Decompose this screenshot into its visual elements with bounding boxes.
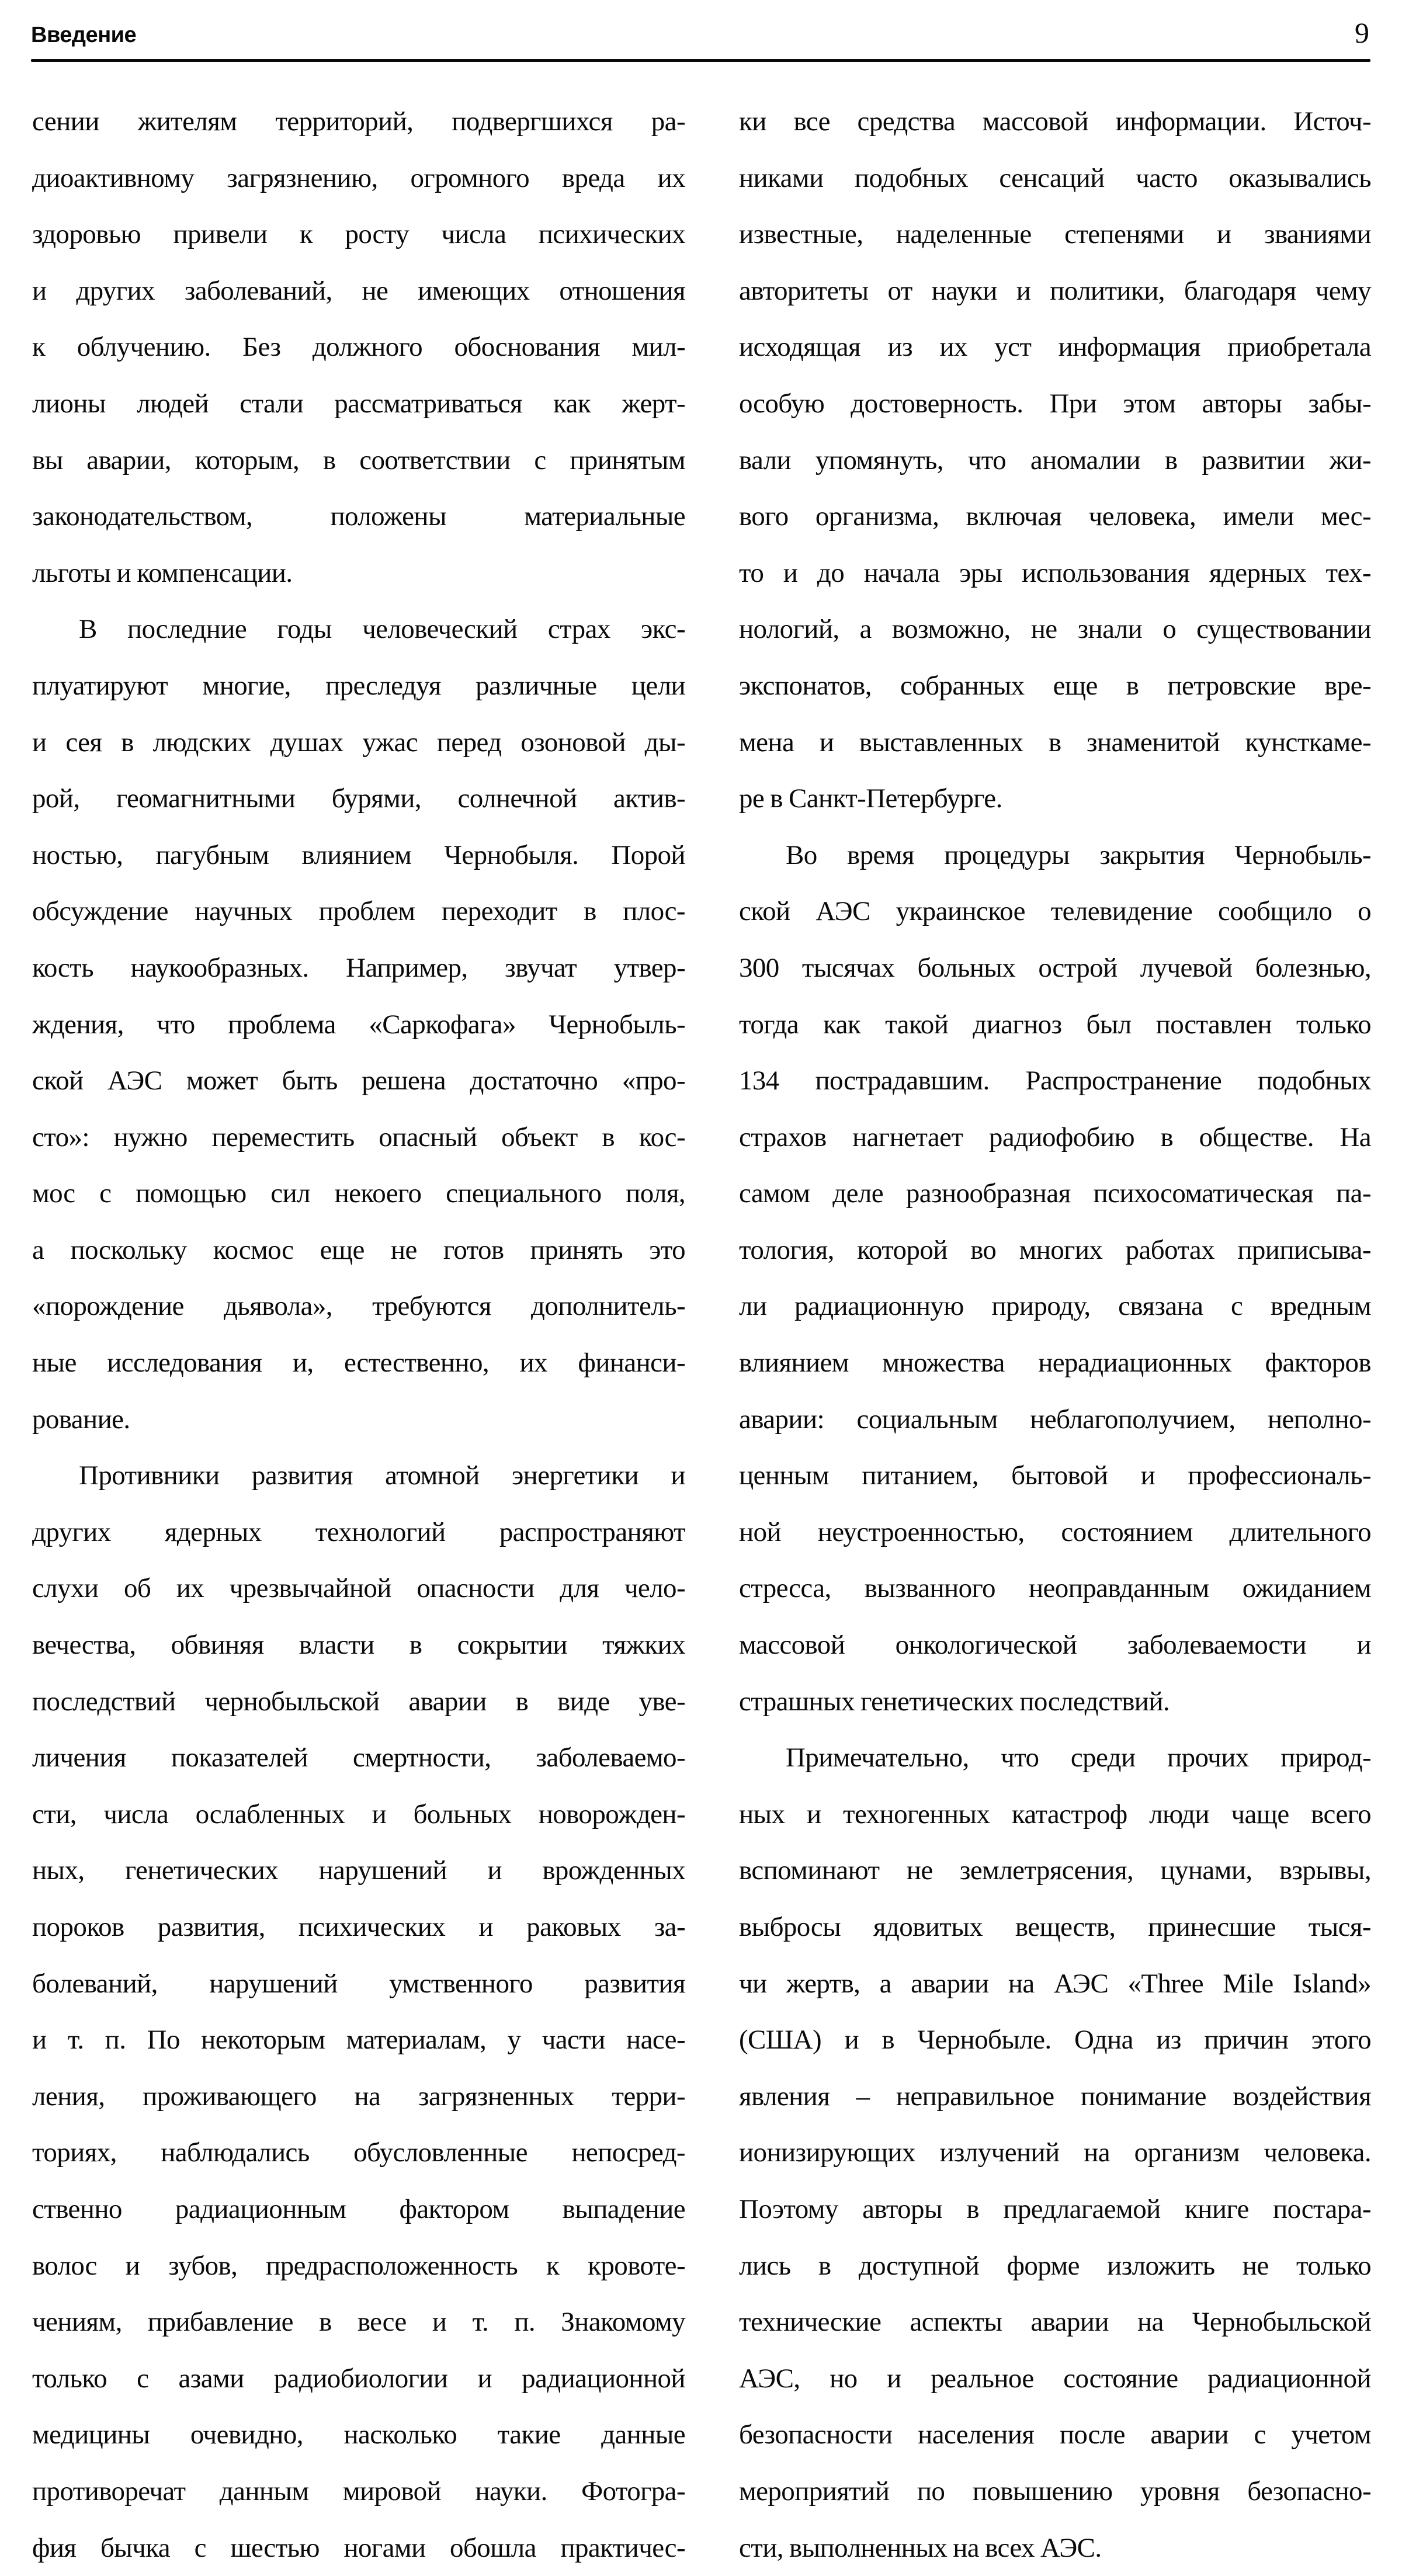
text-line: Поэтому авторы в предлагаемой книге постара- xyxy=(739,2193,1371,2224)
text-line: сти, числа ослабленных и больных новорожден- xyxy=(32,1799,685,1829)
text-line: вали упомянуть, что аномалии в развитии жи- xyxy=(739,445,1371,475)
text-line: последствий чернобыльской аварии в виде уве- xyxy=(32,1686,685,1717)
text-line: ториях, наблюдались обусловленные непосред- xyxy=(32,2137,685,2168)
text-line: нологий, а возможно, не знали о существовании xyxy=(739,614,1371,645)
text-line: вы аварии, которым, в соответствии с принятым xyxy=(32,445,685,475)
text-line: ценным питанием, бытовой и профессиональ- xyxy=(739,1460,1371,1491)
text-line: ждения, что проблема «Саркофага» Чернобыль- xyxy=(32,1009,685,1040)
page-header xyxy=(31,16,1370,63)
text-line: известные, наделенные степенями и званиями xyxy=(739,219,1371,250)
text-line: вого организма, включая человека, имели мес- xyxy=(739,501,1371,532)
text-line: вспоминают не землетрясения, цунами, взрывы, xyxy=(739,1855,1371,1886)
right-column xyxy=(739,93,1371,2576)
text-line: стресса, вызванного неоправданным ожиданием xyxy=(739,1573,1371,1604)
text-line: (США) и в Чернобыле. Одна из причин этого xyxy=(739,2025,1371,2056)
text-line: пороков развития, психических и раковых за- xyxy=(32,1912,685,1942)
paragraph-first-line: Примечательно, что среди прочих природ- xyxy=(786,1742,1371,1773)
text-line: АЭС, но и реальное состояние радиационной xyxy=(739,2363,1371,2394)
text-line: ных и техногенных катастроф люди чаще всего xyxy=(739,1799,1371,1829)
text-line: ностью, пагубным влиянием Чернобыля. Порой xyxy=(32,839,685,870)
text-line: никами подобных сенсаций часто оказывались xyxy=(739,162,1371,193)
text-line: тология, которой во многих работах приписыва- xyxy=(739,1234,1371,1265)
text-line: ной неустроенностью, состоянием длительного xyxy=(739,1516,1371,1547)
text-line: безопасности населения после аварии с учетом xyxy=(739,2419,1371,2450)
text-line: особую достоверность. При этом авторы забы- xyxy=(739,388,1371,419)
text-line: авторитеты от науки и политики, благодаря чему xyxy=(739,275,1371,306)
text-line: то и до начала эры использования ядерных тех- xyxy=(739,557,1371,588)
text-line: тогда как такой диагноз был поставлен только xyxy=(739,1009,1371,1040)
text-line: вечества, обвиняя власти в сокрытии тяжких xyxy=(32,1630,685,1661)
text-line: а поскольку космос еще не готов принять это xyxy=(32,1234,685,1265)
header-rule xyxy=(31,59,1370,62)
text-line: медицины очевидно, насколько такие данные xyxy=(32,2419,685,2450)
text-line: ской АЭС украинское телевидение сообщило о xyxy=(739,896,1371,927)
paragraph-first-line: Во время процедуры закрытия Чернобыль- xyxy=(786,839,1371,870)
text-line: экспонатов, собранных еще в петровские вре- xyxy=(739,670,1371,701)
text-line: здоровью привели к росту числа психических xyxy=(32,219,685,250)
text-line: ственно радиационным фактором выпадение xyxy=(32,2193,685,2224)
text-line: ных, генетических нарушений и врожденных xyxy=(32,1855,685,1886)
left-column xyxy=(32,93,685,2576)
text-line: исходящая из их уст информация приобретала xyxy=(739,332,1371,363)
text-line: ки все средства массовой информации. Источ- xyxy=(739,106,1371,137)
text-line: кость наукообразных. Например, звучат утвер- xyxy=(32,952,685,983)
text-line: ли радиационную природу, связана с вредным xyxy=(739,1291,1371,1322)
text-line: обсуждение научных проблем переходит в плос- xyxy=(32,896,685,927)
text-line: ионизирующих излучений на организм человека. xyxy=(739,2137,1371,2168)
text-line: личения показателей смертности, заболеваемо- xyxy=(32,1742,685,1773)
paragraph-first-line: В последние годы человеческий страх экс- xyxy=(79,614,685,645)
text-line: страхов нагнетает радиофобию в обществе. На xyxy=(739,1122,1371,1152)
text-line: аварии: социальным неблагополучием, неполно- xyxy=(739,1404,1371,1435)
text-line: мена и выставленных в знаменитой кунсткаме- xyxy=(739,727,1371,758)
text-line: ления, проживающего на загрязненных терри- xyxy=(32,2081,685,2112)
text-line: законодательством, положены материальные xyxy=(32,501,685,532)
text-line: волос и зубов, предрасположенность к кровоте- xyxy=(32,2250,685,2281)
text-line: ные исследования и, естественно, их финанси- xyxy=(32,1348,685,1379)
text-line: и т. п. По некоторым материалам, у части насе- xyxy=(32,2025,685,2056)
text-line: технические аспекты аварии на Чернобыльской xyxy=(739,2307,1371,2338)
text-line: мероприятий по повышению уровня безопасно- xyxy=(739,2476,1371,2506)
text-line: самом деле разнообразная психосоматическая па- xyxy=(739,1178,1371,1209)
text-line: 300 тысячах больных острой лучевой болезнью, xyxy=(739,952,1371,983)
text-line: страшных генетических последствий. xyxy=(739,1686,1170,1717)
text-line: «порождение дьявола», требуются дополнитель- xyxy=(32,1291,685,1322)
text-line: и других заболеваний, не имеющих отношения xyxy=(32,275,685,306)
text-line: рование. xyxy=(32,1404,130,1435)
text-line: влиянием множества нерадиационных факторов xyxy=(739,1348,1371,1379)
text-line: рой, геомагнитными бурями, солнечной актив- xyxy=(32,783,685,814)
text-line: только с азами радиобиологии и радиационной xyxy=(32,2363,685,2394)
text-line: массовой онкологической заболеваемости и xyxy=(739,1630,1371,1661)
text-line: ре в Санкт-Петербурге. xyxy=(739,783,1002,814)
paragraph-first-line: Противники развития атомной энергетики и xyxy=(79,1460,685,1491)
text-line: к облучению. Без должного обоснования мил- xyxy=(32,332,685,363)
page-number: 9 xyxy=(1355,16,1369,49)
text-line: других ядерных технологий распространяют xyxy=(32,1516,685,1547)
text-line: явления – неправильное понимание воздействия xyxy=(739,2081,1371,2112)
text-line: плуатируют многие, преследуя различные цели xyxy=(32,670,685,701)
text-line: ской АЭС может быть решена достаточно «про- xyxy=(32,1065,685,1096)
text-line: мос с помощью сил некоего специального поля, xyxy=(32,1178,685,1209)
text-line: сении жителям территорий, подвергшихся ра- xyxy=(32,106,685,137)
text-line: болеваний, нарушений умственного развития xyxy=(32,1968,685,1999)
text-line: сто»: нужно переместить опасный объект в кос- xyxy=(32,1122,685,1152)
text-line: 134 пострадавшим. Распространение подобных xyxy=(739,1065,1371,1096)
text-line: чениям, прибавление в весе и т. п. Знакомому xyxy=(32,2307,685,2338)
text-line: диоактивному загрязнению, огромного вреда их xyxy=(32,162,685,193)
text-line: слухи об их чрезвычайной опасности для чело- xyxy=(32,1573,685,1604)
text-line: сти, выполненных на всех АЭС. xyxy=(739,2532,1102,2563)
text-line: чи жертв, а аварии на АЭС «Three Mile Island» xyxy=(739,1968,1371,1999)
text-line: выбросы ядовитых веществ, принесшие тыся- xyxy=(739,1912,1371,1942)
text-line: льготы и компенсации. xyxy=(32,557,293,588)
text-line: лионы людей стали рассматриваться как жерт- xyxy=(32,388,685,419)
text-line: фия бычка с шестью ногами обошла практичес- xyxy=(32,2532,685,2563)
text-line: и сея в людских душах ужас перед озоновой ды- xyxy=(32,727,685,758)
running-title: Введение xyxy=(31,23,137,47)
text-line: лись в доступной форме изложить не только xyxy=(739,2250,1371,2281)
text-line: противоречат данным мировой науки. Фотогра- xyxy=(32,2476,685,2506)
